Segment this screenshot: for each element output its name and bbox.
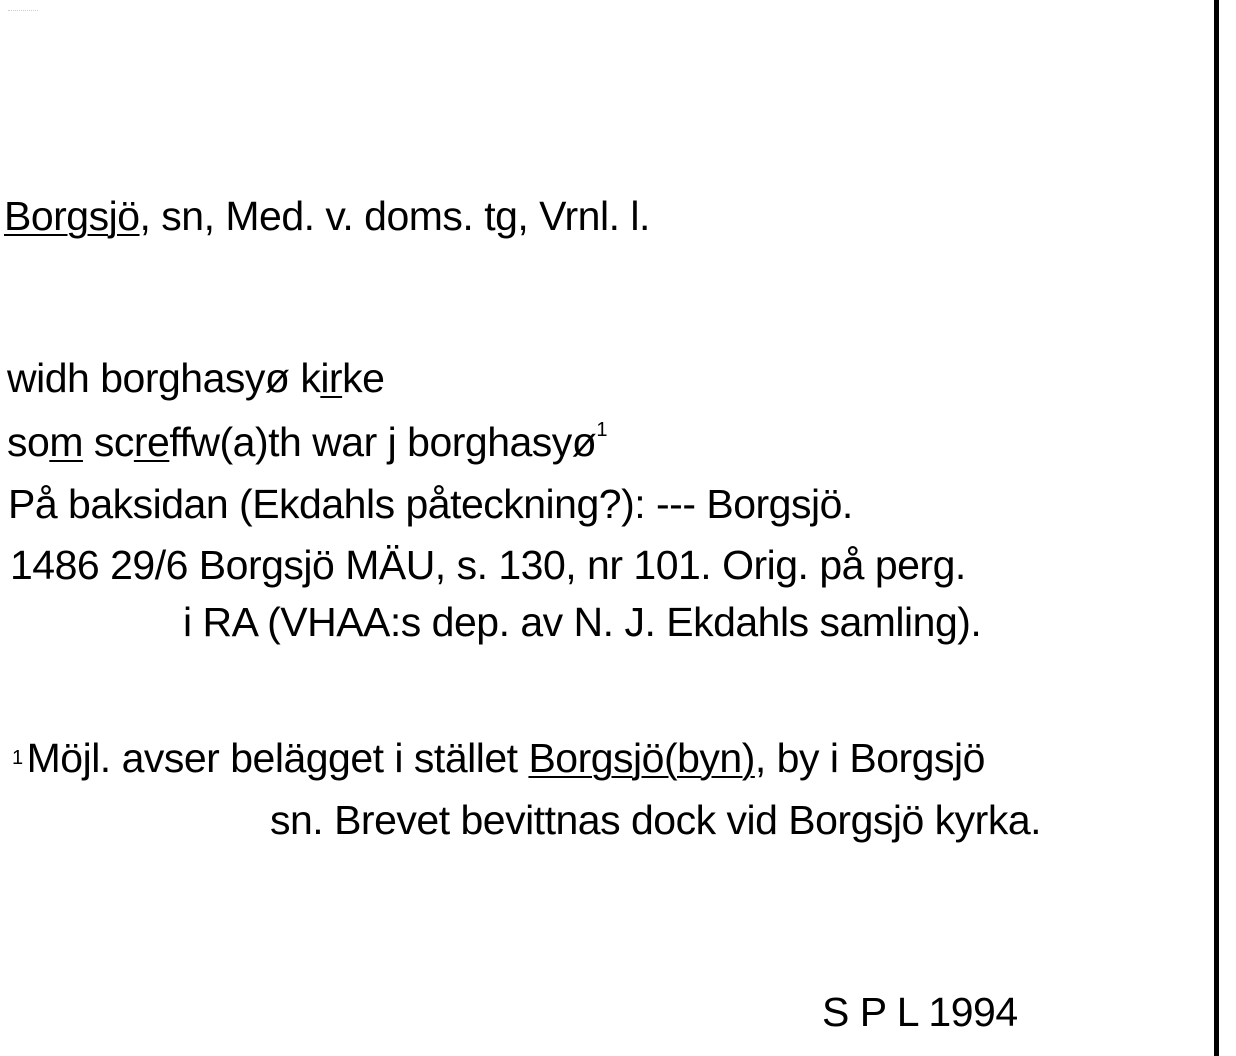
baksidan-note: På baksidan (Ekdahls påteckning?): --- Borgsjö. <box>8 481 853 527</box>
footnote-text-b: , by i Borgsjö <box>754 735 985 781</box>
scan-speckle <box>8 10 38 15</box>
signature: S P L 1994 <box>822 989 1018 1035</box>
footnote-text-a: Möjl. avser belägget i stället <box>26 735 529 781</box>
form-2-text-c: ffw(a)th war j borghasyø <box>169 419 597 465</box>
footnote-mark: 1 <box>12 747 23 769</box>
heading-line <box>4 193 650 239</box>
form-line-1 <box>7 355 385 401</box>
footnote-line-2: sn. Brevet bevittnas dock vid Borgsjö kyrka. <box>270 797 1042 843</box>
form-1-text-a: widh borghasyø k <box>7 355 321 401</box>
form-1-underlined: ir <box>320 355 343 401</box>
card-edge-rule <box>1214 0 1219 1056</box>
footnote-ref: 1 <box>596 419 607 441</box>
source-line-2: i RA (VHAA:s dep. av N. J. Ekdahls samling). <box>183 599 982 645</box>
form-2-text-b: sc <box>82 419 134 465</box>
form-2-text-a: so <box>7 419 50 465</box>
footnote-line-1 <box>12 735 985 781</box>
form-1-text-b: ke <box>342 355 385 401</box>
heading-place: Borgsjö <box>4 193 140 239</box>
heading-details: , sn, Med. v. doms. tg, Vrnl. l. <box>139 193 650 239</box>
form-2-underlined-2: re <box>133 419 170 465</box>
source-line-1: 1486 29/6 Borgsjö MÄU, s. 130, nr 101. Orig. på perg. <box>10 542 966 588</box>
form-2-underlined-1: m <box>49 419 83 465</box>
footnote-place: Borgsjö(byn) <box>528 735 755 781</box>
form-line-2 <box>7 419 607 465</box>
